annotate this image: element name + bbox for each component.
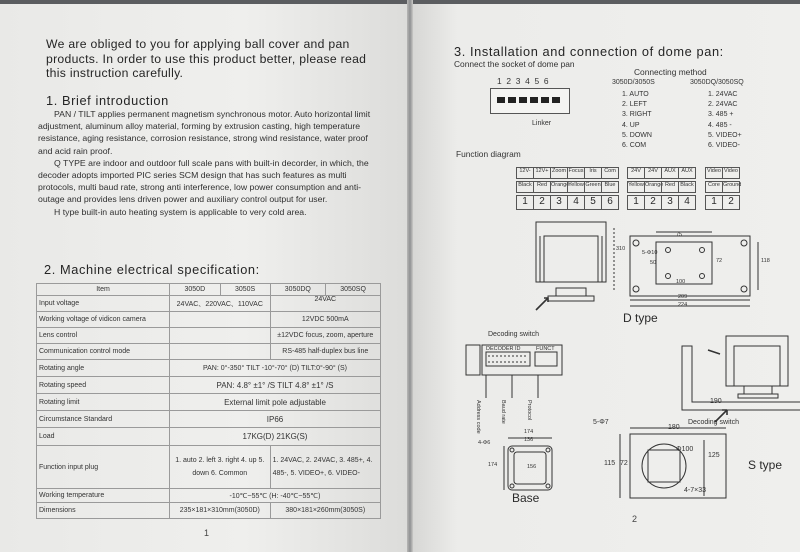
fd-color: Yellow (627, 181, 645, 193)
spec-item: Working voltage of vidicon camera (37, 312, 170, 328)
list-item: 1. 24VAC (708, 91, 738, 98)
dim-label: 72 (620, 460, 628, 467)
switch-caption: Protocol (526, 400, 532, 421)
fd-num: 2 (644, 195, 662, 210)
fd-top: 24V (627, 167, 645, 179)
fd-top: AUX (678, 167, 696, 179)
spec-value: ±12VDC focus, zoom, aperture (270, 328, 380, 344)
decoding-switch-label: Decoding switch (488, 331, 539, 338)
section3-title: 3. Installation and connection of dome pan: (454, 44, 724, 59)
spec-value: 12VDC 500mA (270, 312, 380, 328)
page-number-right: 2 (632, 514, 638, 524)
fd-top: Com (601, 167, 619, 179)
dim-label: 180 (668, 424, 680, 431)
fd-num: 6 (601, 195, 619, 210)
spec-value: -10℃~55℃ (H: -40℃~55℃) (170, 489, 381, 503)
fd-num: 3 (661, 195, 679, 210)
section1-paragraph: Q TYPE are indoor and outdoor full scale pans with built-in decorder, in which, the decoder adopts imported PIC series SCM design that has such features as multi protocols, multi baud rate, strong anti interference, low power consumption and anti-outage and provides lens driven power and auxiliary control output for user. (38, 157, 369, 205)
spec-item: Rotating speed (37, 377, 170, 394)
fd-color: Orange (644, 181, 662, 193)
fd-top: Video (722, 167, 740, 179)
fd-top: Zoom (550, 167, 568, 179)
section1-paragraph: PAN / TILT applies permanent magnetism synchronous motor. Auto horizontal limit adjustment, aluminum alloy material, forming by extrusion casting, high temperature resistance, aging resistance, corrosion resistance, strong wind resistance, water proof and acid rain proof. (38, 109, 371, 156)
spec-value: 235×181×310mm(3050D) (170, 503, 271, 519)
fd-top: 12V- (516, 167, 534, 179)
fd-num: 1 (516, 195, 534, 210)
fd-num: 5 (584, 195, 602, 210)
dim-label: 4-7×33 (684, 487, 706, 494)
d-type-pan-drawing (536, 222, 614, 310)
funct-label: FUNCT (536, 346, 555, 352)
list-item: 6. COM (622, 142, 647, 150)
list-item: 5. VIDEO+ (708, 131, 742, 139)
fd-top: Video (705, 167, 723, 179)
spec-item: Communication control mode (37, 344, 170, 360)
list-item: 2. LEFT (622, 101, 647, 109)
spec-value: 1. 24VAC, 2. 24VAC, 3. 485+, 4. 485-, 5. VIDEO+, 6. VIDEO- (270, 446, 380, 489)
fd-num: 3 (550, 195, 568, 210)
spec-value: 1. auto 2. left 3. right 4. up 5. down 6. Common (170, 446, 271, 489)
switch-caption: Address code (475, 400, 481, 434)
spec-value: RS-485 half-duplex bus line (270, 344, 380, 360)
fd-top: 24V (644, 167, 662, 179)
spec-value: PAN: 4.8° ±1° /S TILT 4.8° ±1° /S (170, 377, 381, 394)
dim-label: 5-Φ10 (642, 250, 658, 256)
fd-color: Red (533, 181, 551, 193)
spec-value: 24VAC (270, 296, 380, 312)
fd-num: 2 (533, 195, 551, 210)
d-type-base-drawing (630, 232, 758, 306)
spec-value: External limit pole adjustable (170, 394, 381, 411)
spec-header-cell: 3050S (220, 284, 270, 296)
dim-label: 174 (524, 429, 534, 435)
function-diagram-label: Function diagram (456, 149, 521, 159)
fd-top: AUX (661, 167, 679, 179)
list-item: 4. 485 - (708, 121, 732, 129)
fd-top: Focus (567, 167, 585, 179)
list-item: 2. 24VAC (708, 101, 738, 109)
dim-label: 72 (716, 258, 723, 264)
col1-header: 3050D/3050S (612, 79, 655, 86)
dim-label: 174 (488, 462, 498, 468)
spec-item: Function input plug (37, 446, 170, 489)
dim-label: 209 (678, 294, 688, 300)
spec-item: Load (37, 428, 170, 446)
fd-color: Red (661, 181, 679, 193)
spec-header-cell: 3050SQ (326, 284, 381, 296)
s-type-label: S type (748, 458, 783, 472)
fd-num: 2 (722, 195, 740, 210)
dim-label: 115 (604, 460, 616, 467)
switch-caption: Baud rate (500, 400, 506, 424)
fd-num: 1 (627, 195, 645, 210)
spec-item: Circumstance Standard (37, 411, 170, 428)
dim-label: 75 (676, 232, 683, 238)
spec-header-cell: 3050DQ (270, 284, 326, 296)
dim-label: 5-Φ7 (593, 419, 609, 426)
d-type-label: D type (623, 311, 658, 325)
dim-label: 50 (650, 260, 657, 266)
dim-label: 310 (616, 246, 626, 252)
linker-label: Linker (532, 120, 552, 127)
spec-item: Lens control (37, 328, 170, 344)
fd-color: Black (678, 181, 696, 193)
spec-item: Input voltage (37, 296, 170, 312)
spec-item: Rotating angle (37, 360, 170, 377)
dim-label: 136 (524, 437, 534, 443)
socket-pin-numbers: 1 2 3 4 5 6 (497, 76, 550, 86)
fd-top: Iris (584, 167, 602, 179)
fd-num: 1 (705, 195, 723, 210)
fd-num: 4 (567, 195, 585, 210)
dim-label: 118 (761, 258, 770, 264)
connecting-method-title: Connecting method (634, 67, 707, 77)
section1-paragraph: H type built-in auto heating system is applicable to very cold area. (54, 206, 307, 217)
list-item: 3. 485 + (708, 111, 734, 119)
section3-subtitle: Connect the socket of dome pan (454, 59, 575, 69)
list-item: 5. DOWN (622, 131, 652, 139)
fd-color: Black (516, 181, 534, 193)
spec-value: PAN: 0°-350° TILT -10°-70° (D) TILT:0°-90° (S) (170, 360, 381, 377)
spec-value: 17KG(D) 21KG(S) (170, 428, 381, 446)
spec-value: 380×181×260mm(3050S) (270, 503, 380, 519)
fd-num: 4 (678, 195, 696, 210)
dim-label: Φ100 (676, 446, 694, 453)
fd-color: Green (584, 181, 602, 193)
dim-label: 125 (708, 452, 720, 459)
spec-header-cell: Item (37, 284, 170, 296)
spec-value: IP66 (170, 411, 381, 428)
fd-top: 12V+ (533, 167, 551, 179)
list-item: 1. AUTO (622, 91, 649, 98)
s-type-side-drawing (682, 336, 800, 422)
list-item: 3. RIGHT (622, 111, 652, 119)
page-number-left: 1 (204, 528, 210, 538)
spec-item: Working temperature (37, 489, 170, 503)
list-item: 4. UP (622, 121, 640, 129)
fd-color: Blue (601, 181, 619, 193)
fd-color: Orange (550, 181, 568, 193)
list-item: 6. VIDEO- (708, 142, 740, 150)
section1-title: 1. Brief introduction (46, 93, 169, 108)
dim-label: 4-Φ6 (478, 440, 491, 446)
decoding-switch-label-2: Decoding switch (688, 419, 739, 426)
spec-item: Dimensions (37, 503, 170, 519)
fd-color: Yellow (567, 181, 585, 193)
decoder-id-label: DECODER ID (486, 346, 521, 352)
fd-color: Core (705, 181, 723, 193)
section2-title: 2. Machine electrical specification: (44, 262, 260, 277)
fd-color: Ground (722, 181, 740, 193)
base-label: Base (512, 491, 540, 505)
col2-header: 3050DQ/3050SQ (690, 79, 744, 86)
s-type-base-drawing (620, 428, 726, 498)
dim-label: 190 (710, 398, 722, 405)
decoding-switch-drawing (466, 345, 562, 398)
dim-label: 100 (676, 279, 686, 285)
intro-paragraph: We are obliged to you for applying ball cover and pan products. In order to use this product better, please read this instruction carefully. (46, 37, 367, 80)
spec-value: 24VAC、220VAC、110VAC (170, 296, 271, 312)
spec-item: Rotating limit (37, 394, 170, 411)
spec-header-cell: 3050D (170, 284, 221, 296)
dim-label: 224 (678, 302, 688, 308)
dim-label: 156 (527, 464, 537, 470)
